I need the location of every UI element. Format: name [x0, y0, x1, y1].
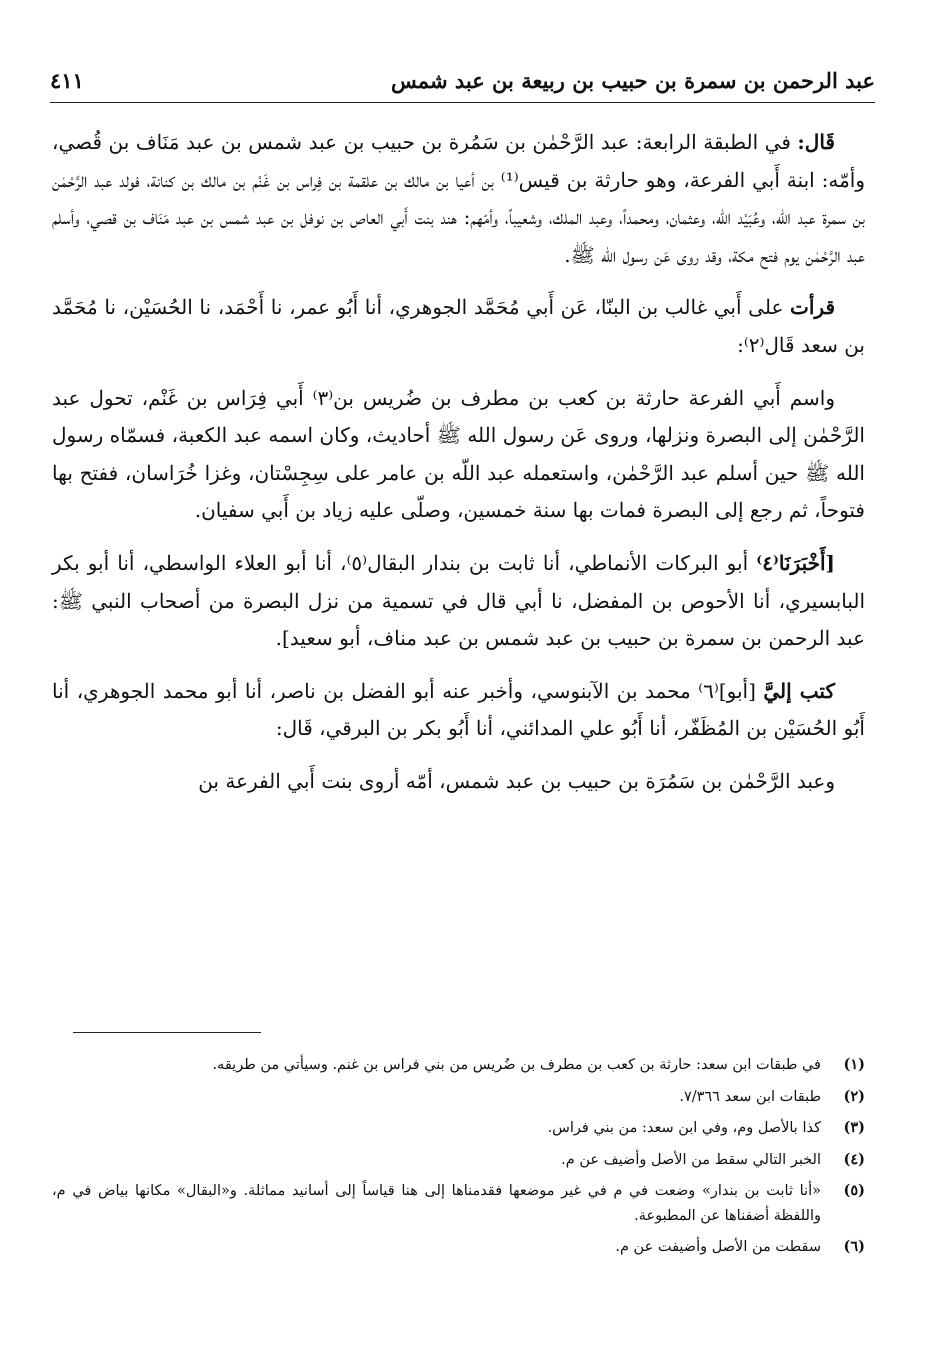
paragraph-text: [أبو]⁽٦⁾ محمد بن الآبنوسي، وأخبر عنه أبو الفضل بن ناصر، أنا أبو محمد الجوهري، أنا أَبُو الحُسَيْن بن المُظَفّر، أنا أَبُو علي المدائني، أنا أَبُو بكر بن البرقي، قَال:	[52, 678, 865, 741]
footnote	[52, 1085, 865, 1110]
footnotes	[52, 1053, 865, 1267]
footnote-text: سقطت من الأصل وأضيفت عن م.	[615, 1239, 821, 1255]
paragraph	[52, 673, 865, 748]
paragraph-text: واسم أَبي الفرعة حارثة بن كعب بن مطرف بن ضُريس بن⁽٣⁾ أَبي فِرَاس بن غَنْم، تحول عبد الرَّحْمٰن إلى البصرة ونزلها، وروى عَن رسول الله ﷺ أحاديث، وكان اسمه عبد الكعبة، فسمّاه رسول الله ﷺ حين أسلم عبد الرَّحْمٰن، واستعمله عبد اللّه بن عامر على سِجِسْتان، وغزا خُرَاسان، ففتح بها فتوحاً، ثم رجع إلى البصرة فمات بها سنة خمسين، وصلّى عليه زياد بن أَبي سفيان.	[52, 385, 865, 523]
footnote	[52, 1179, 865, 1228]
paragraph-lead: كتب إليَّ	[763, 678, 835, 703]
footnote-text: طبقات ابن سعد ٧/٣٦٦.	[679, 1088, 821, 1105]
paragraph	[52, 380, 865, 530]
footnote	[52, 1116, 865, 1141]
paragraph-lead: قَال:	[797, 130, 835, 154]
footnote	[52, 1235, 865, 1260]
footnote-separator	[73, 1032, 261, 1033]
footnote-number: (٣)	[843, 1119, 865, 1136]
main-text	[52, 124, 865, 816]
paragraph-text: في الطبقة الرابعة: عبد الرَّحْمٰن بن سَمُرة بن حبيب بن عبد شمس بن عبد مَنَاف بن قُصي، وأمّه: ابنة أَبي الفرعة، وهو حارثة بن قيس⁽¹⁾ بن أعيا بن مالك بن علقمة بن فِراس بن غَنْم بن مالك بن كنانة، فولد عبد الرَّحْمٰن بن سمرة عبد اللّه، وعُبَيْد اللّه، وعثمان، ومحمداً، وعبد الملك، وشعيباً، وأمّهم: هند بنت أَبي العاص بن نوفل بن عبد شمس بن عبد مَنَاف بن قصي، وأسلم عبد الرَّحْمٰن يوم فتح مكة، وقد روى عَن رسول الله ﷺ.	[52, 130, 866, 267]
footnote-text: «أنا ثابت بن بندار» وضعت في م في غير موضعها فقدمناها إلى هنا قياساً إلى أسانيد مماثلة. و«البقال» مكانها بياض في م، واللفظة أضفناها عن المطبوعة.	[52, 1183, 821, 1224]
running-title: عبد الرحمن بن سمرة بن حبيب بن ربيعة بن عبد شمس	[391, 68, 875, 93]
footnote-text: في طبقات ابن سعد: حارثة بن كعب بن مطرف بن ضُريس من بني فراس بن غنم. وسيأتي من طريقه.	[212, 1057, 821, 1073]
footnote-number: (٤)	[843, 1150, 865, 1168]
page-header	[50, 62, 875, 103]
paragraph-lead: قرأت	[790, 295, 836, 320]
paragraph	[52, 124, 865, 274]
paragraph	[52, 763, 865, 801]
footnote-text: كذا بالأصل وم، وفي ابن سعد: من بني فراس.	[547, 1120, 821, 1136]
paragraph-text: أبو البركات الأنماطي، أنا ثابت بن بندار البقال⁽٥⁾، أنا أبو العلاء الواسطي، أنا أبو بكر البابسيري، أنا الأحوص بن المفضل، نا أبي قال في تسمية من نزل البصرة من أصحاب النبي ﷺ: عبد الرحمن بن سمرة بن حبيب بن عبد شمس بن عبد مناف، أبو سعيد].	[52, 550, 865, 651]
paragraph	[52, 289, 865, 364]
paragraph-text: على أَبي غالب بن البنّا، عَن أَبي مُحَمَّد الجوهري، أنا أَبُو عمر، نا أَحْمَد، نا الحُسَيْن، نا مُحَمَّد بن سعد قَال⁽٢⁾:	[52, 295, 865, 357]
paragraph	[52, 545, 865, 658]
footnote-text: الخبر التالي سقط من الأصل وأضيف عن م.	[561, 1151, 821, 1168]
paragraph-text: وعبد الرَّحْمٰن بن سَمُرَة بن حبيب بن عبد شمس، أمّه أروى بنت أَبي الفرعة بن	[198, 768, 835, 793]
footnote-number: (٦)	[843, 1238, 865, 1255]
footnote-number: (٥)	[843, 1182, 865, 1199]
footnote	[52, 1148, 865, 1173]
footnote-number: (٢)	[843, 1087, 865, 1105]
paragraph-lead: [أَخْبَرَنَا⁽٤⁾	[756, 550, 836, 575]
footnote	[52, 1053, 865, 1078]
footnote-number: (١)	[843, 1056, 865, 1073]
page-number: ٤١١	[50, 68, 84, 93]
